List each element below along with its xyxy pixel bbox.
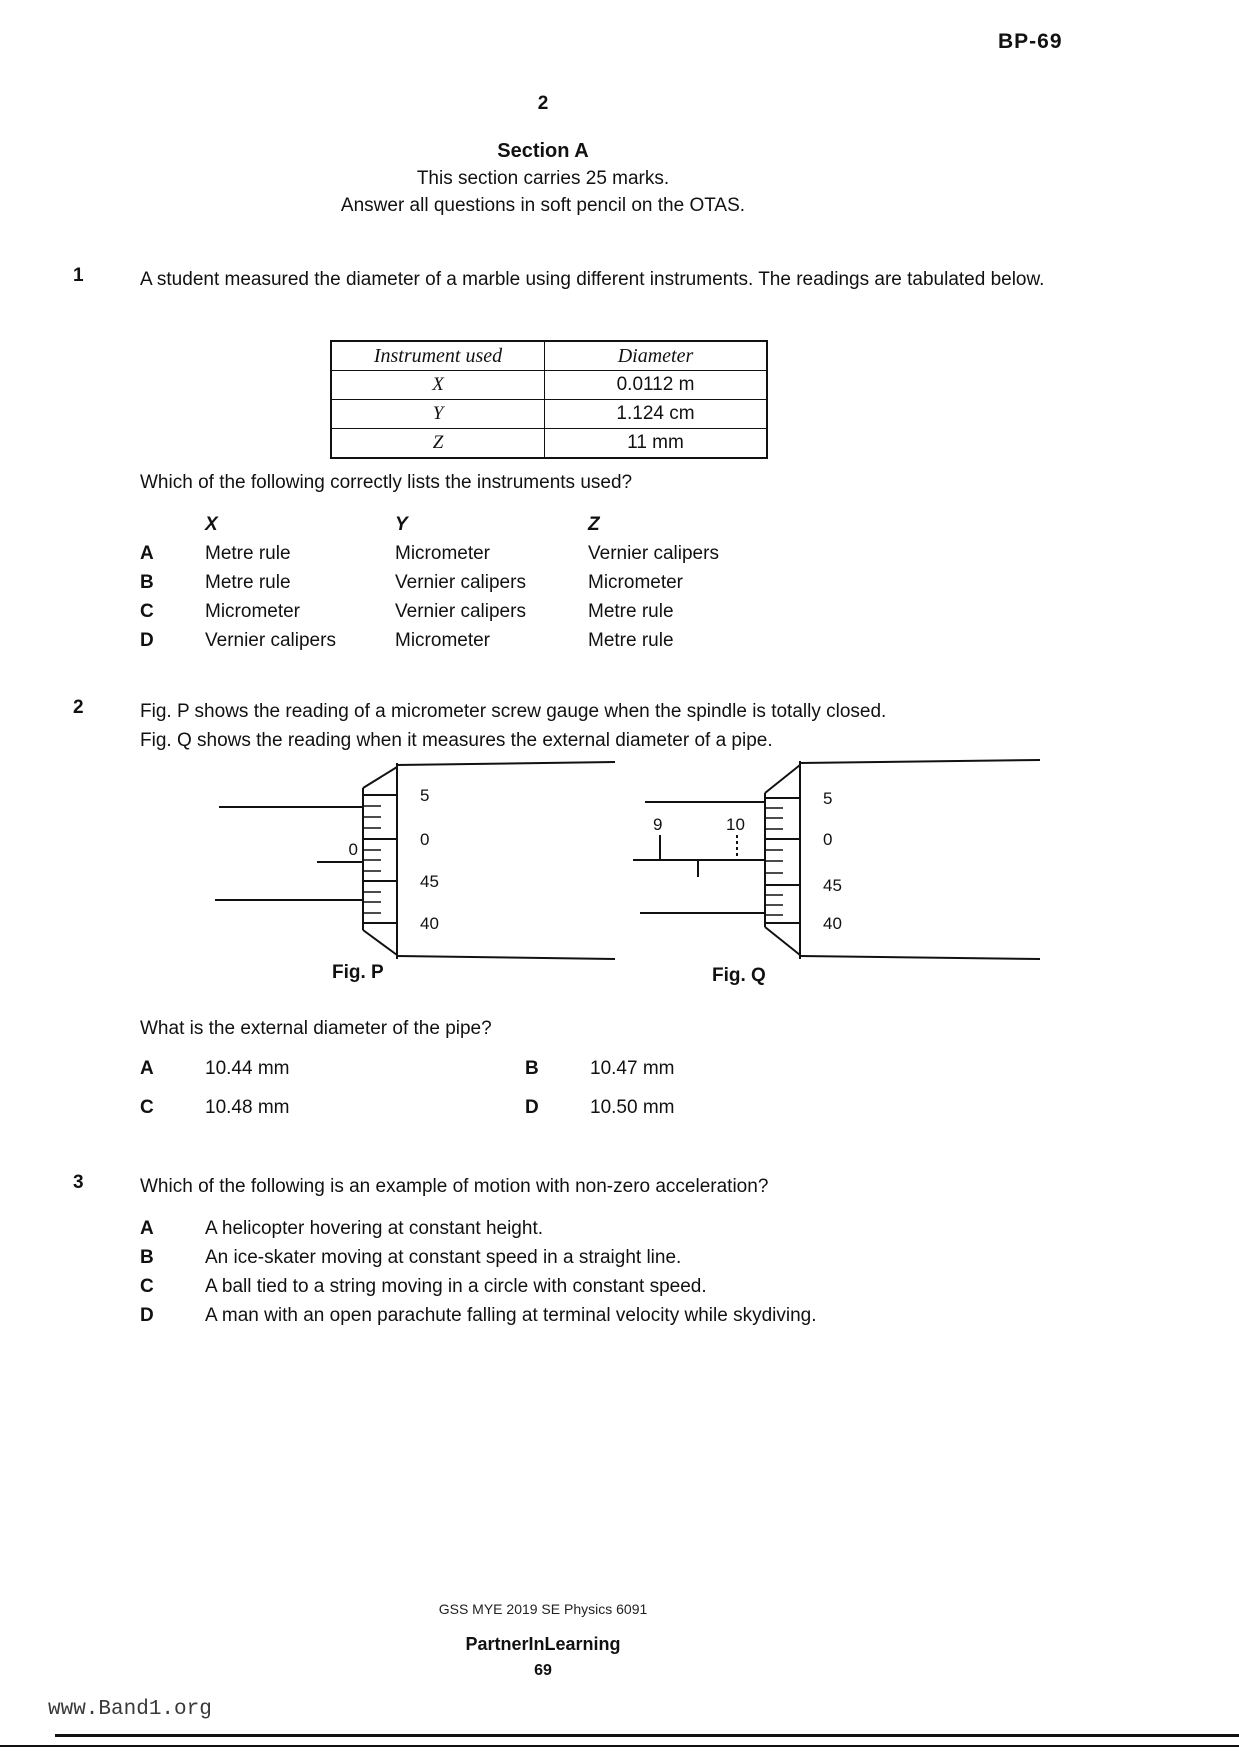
q1-options [140, 514, 818, 652]
q1-option-a-x: Metre rule [205, 543, 291, 564]
q1-option-col-z: Z [588, 514, 600, 535]
bottom-rule-upper [55, 1734, 1239, 1737]
q1-number: 1 [73, 265, 84, 286]
q2-question: What is the external diameter of the pipe? [140, 1018, 492, 1039]
q1-option-d-y: Micrometer [395, 630, 491, 651]
footer-brand: PartnerInLearning [465, 1634, 621, 1654]
q1-readings-table [330, 340, 768, 459]
page-number: 2 [537, 93, 549, 114]
q3-option-b-text: An ice-skater moving at constant speed in a straight line. [205, 1247, 682, 1268]
q3-option-d-text: A man with an open parachute falling at terminal velocity while skydiving. [205, 1305, 817, 1326]
q3-option-c-text: A ball tied to a string moving in a circle with constant speed. [205, 1276, 707, 1297]
section-title: Section A [497, 140, 589, 162]
fig-q-thimble-label-45: 45 [823, 876, 842, 895]
fig-p-thimble-label-5: 5 [420, 786, 430, 805]
fig-p-main-scale-label: 0 [348, 840, 358, 859]
q2-option-d-label: D [525, 1097, 539, 1118]
q3-option-a-label: A [140, 1218, 154, 1239]
table-cell-diameter: 1.124 cm [545, 400, 768, 429]
q2-option-c-label: C [140, 1097, 154, 1118]
q2-text-line1: Fig. P shows the reading of a micrometer screw gauge when the spindle is totally closed. [140, 701, 887, 722]
q3-options [140, 1218, 1025, 1327]
fig-q-thimble-label-40: 40 [823, 914, 842, 933]
q2-options [140, 1058, 850, 1119]
q1-option-c-label: C [140, 601, 154, 622]
fig-p-caption: Fig. P [332, 962, 384, 983]
doc-reference: BP-69 [998, 30, 1063, 53]
q1-option-d-x: Vernier calipers [205, 630, 336, 651]
q1-text: A student measured the diameter of a marble using different instruments. The readings are tabulated below. [140, 269, 1045, 290]
q3-option-c-label: C [140, 1276, 154, 1297]
q1-option-d-label: D [140, 630, 154, 651]
q1-option-a-z: Vernier calipers [588, 543, 719, 564]
spacer [140, 514, 205, 536]
q3-number: 3 [73, 1172, 84, 1193]
q2-number: 2 [73, 697, 84, 718]
table-cell-instrument: Y [331, 400, 545, 429]
table-row [331, 400, 767, 429]
table-header-row [331, 341, 767, 371]
watermark-url: www.Band1.org [48, 1698, 212, 1721]
q1-option-d-z: Metre rule [588, 630, 674, 651]
fig-p-thimble-label-40: 40 [420, 914, 439, 933]
q2-option-d-value: 10.50 mm [590, 1097, 675, 1118]
q2-option-a-value: 10.44 mm [205, 1058, 290, 1079]
footer-page-code: 69 [534, 1662, 552, 1679]
table-row [331, 429, 767, 459]
footer-exam-reference: GSS MYE 2019 SE Physics 6091 [438, 1601, 648, 1617]
section-marks-note: This section carries 25 marks. [416, 168, 670, 189]
fig-q-main-scale-label-9: 9 [653, 815, 663, 834]
table-cell-instrument: Z [331, 429, 545, 459]
q1-option-c-y: Vernier calipers [395, 601, 526, 622]
table-row [331, 371, 767, 400]
q3-option-d-label: D [140, 1305, 154, 1326]
bottom-rule-lower [0, 1745, 1239, 1747]
fig-q-thimble-label-0: 0 [823, 830, 833, 849]
table-header-diameter: Diameter [545, 341, 768, 371]
table-cell-diameter: 11 mm [545, 429, 768, 459]
q1-option-col-x: X [205, 514, 218, 535]
q2-option-c-value: 10.48 mm [205, 1097, 290, 1118]
q3-option-b-label: B [140, 1247, 154, 1268]
q1-option-b-y: Vernier calipers [395, 572, 526, 593]
q2-option-b-label: B [525, 1058, 539, 1079]
table-cell-diameter: 0.0112 m [545, 371, 768, 400]
fig-q-thimble-label-5: 5 [823, 789, 833, 808]
table-header-instrument: Instrument used [331, 341, 545, 371]
fig-q-main-scale-label-10: 10 [726, 815, 745, 834]
q2-option-a-label: A [140, 1058, 154, 1079]
section-instruction: Answer all questions in soft pencil on the OTAS. [340, 195, 746, 216]
q3-question: Which of the following is an example of motion with non-zero acceleration? [140, 1176, 769, 1197]
q1-option-col-y: Y [395, 514, 408, 535]
q3-option-a-text: A helicopter hovering at constant height. [205, 1218, 544, 1239]
q1-option-a-y: Micrometer [395, 543, 491, 564]
q1-question: Which of the following correctly lists the instruments used? [140, 472, 633, 493]
q1-option-b-z: Micrometer [588, 572, 684, 593]
q1-option-c-x: Micrometer [205, 601, 301, 622]
q1-option-b-x: Metre rule [205, 572, 291, 593]
table-cell-instrument: X [331, 371, 545, 400]
fig-q-caption: Fig. Q [712, 965, 766, 986]
fig-p-micrometer-diagram [215, 755, 615, 967]
q2-text-line2: Fig. Q shows the reading when it measures the external diameter of a pipe. [140, 730, 773, 751]
q1-option-b-label: B [140, 572, 154, 593]
q2-option-b-value: 10.47 mm [590, 1058, 675, 1079]
q1-option-c-z: Metre rule [588, 601, 674, 622]
fig-q-micrometer-diagram [585, 755, 1040, 967]
fig-p-thimble-label-0: 0 [420, 830, 430, 849]
fig-p-thimble-label-45: 45 [420, 872, 439, 891]
q1-option-a-label: A [140, 543, 154, 564]
